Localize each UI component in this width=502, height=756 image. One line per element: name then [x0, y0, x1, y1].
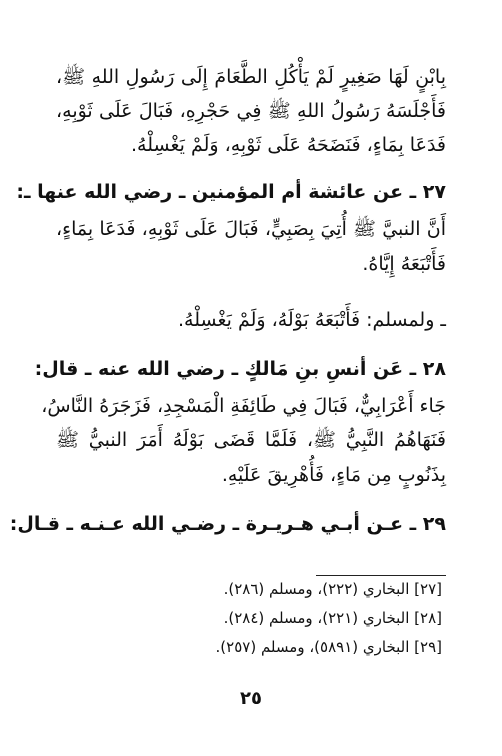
hadith-27-heading: ٢٧ ـ عن عائشة أم المؤمنين ـ رضي الله عنها ـ:: [16, 181, 446, 203]
text-line-6: فَأَتْبَعَهُ إِيَّاهُ.: [362, 253, 446, 275]
text-line-1: بِابْنٍ لَهَا صَغِيرٍ لَمْ يَأْكُلِ الطَّعَامَ إِلَى رَسُولِ اللهِ ﷺ،: [56, 66, 446, 88]
text-line-9: جَاء أَعْرَابِيٌّ، فَبَالَ فِي طَائِفَةِ الْمَسْجِدِ، فَزَجَرَهُ النَّاسُ،: [41, 395, 446, 417]
footnote-28: [٢٨] البخاري (٢٢١)، ومسلم (٢٨٤).: [223, 609, 442, 627]
footnote-29: [٢٩] البخاري (٥٨٩١)، ومسلم (٢٥٧).: [215, 638, 442, 656]
hadith-28-heading: ٢٨ ـ عَن أنسِ بنِ مَالكٍ ـ رضي الله عنه ـ قال:: [34, 358, 446, 380]
text-line-2: فَأَجْلَسَهُ رَسُولُ اللهِ ﷺ فِي حَجْرِهِ، فَبَالَ عَلَى ثَوْبِهِ،: [56, 100, 446, 122]
page-number: ٢٥: [240, 688, 262, 709]
footnote-27: [٢٧] البخاري (٢٢٢)، ومسلم (٢٨٦).: [223, 580, 442, 598]
text-line-10: فَنَهَاهُمُ النَّبِيُّ ﷺ، فَلَمَّا قَضَى بَوْلَهُ أَمَرَ النبيُّ ﷺ: [56, 429, 446, 451]
text-line-5: أَنَّ النبيَّ ﷺ أُتِيَ بِصَبِيٍّ، فَبَالَ عَلَى ثَوْبِهِ، فَدَعَا بِمَاءٍ،: [56, 218, 446, 240]
muslim-variant-line: ـ ولمسلم: فَأَتْبَعَهُ بَوْلَهُ، وَلَمْ يَغْسِلْهُ.: [178, 309, 446, 331]
text-line-3: فَدَعَا بِمَاءٍ، فَنَضَحَهُ عَلَى ثَوْبِهِ، وَلَمْ يَغْسِلْهُ.: [131, 134, 446, 156]
hadith-29-heading: ٢٩ ـ عـن أبـي هـريـرة ـ رضـي الله عـنـه ـ قـال:: [9, 513, 446, 535]
footnote-separator: [316, 575, 446, 576]
text-line-11: بِذَنُوبٍ مِن مَاءٍ، فَأُهْرِيقَ عَلَيْهِ.: [221, 464, 446, 486]
